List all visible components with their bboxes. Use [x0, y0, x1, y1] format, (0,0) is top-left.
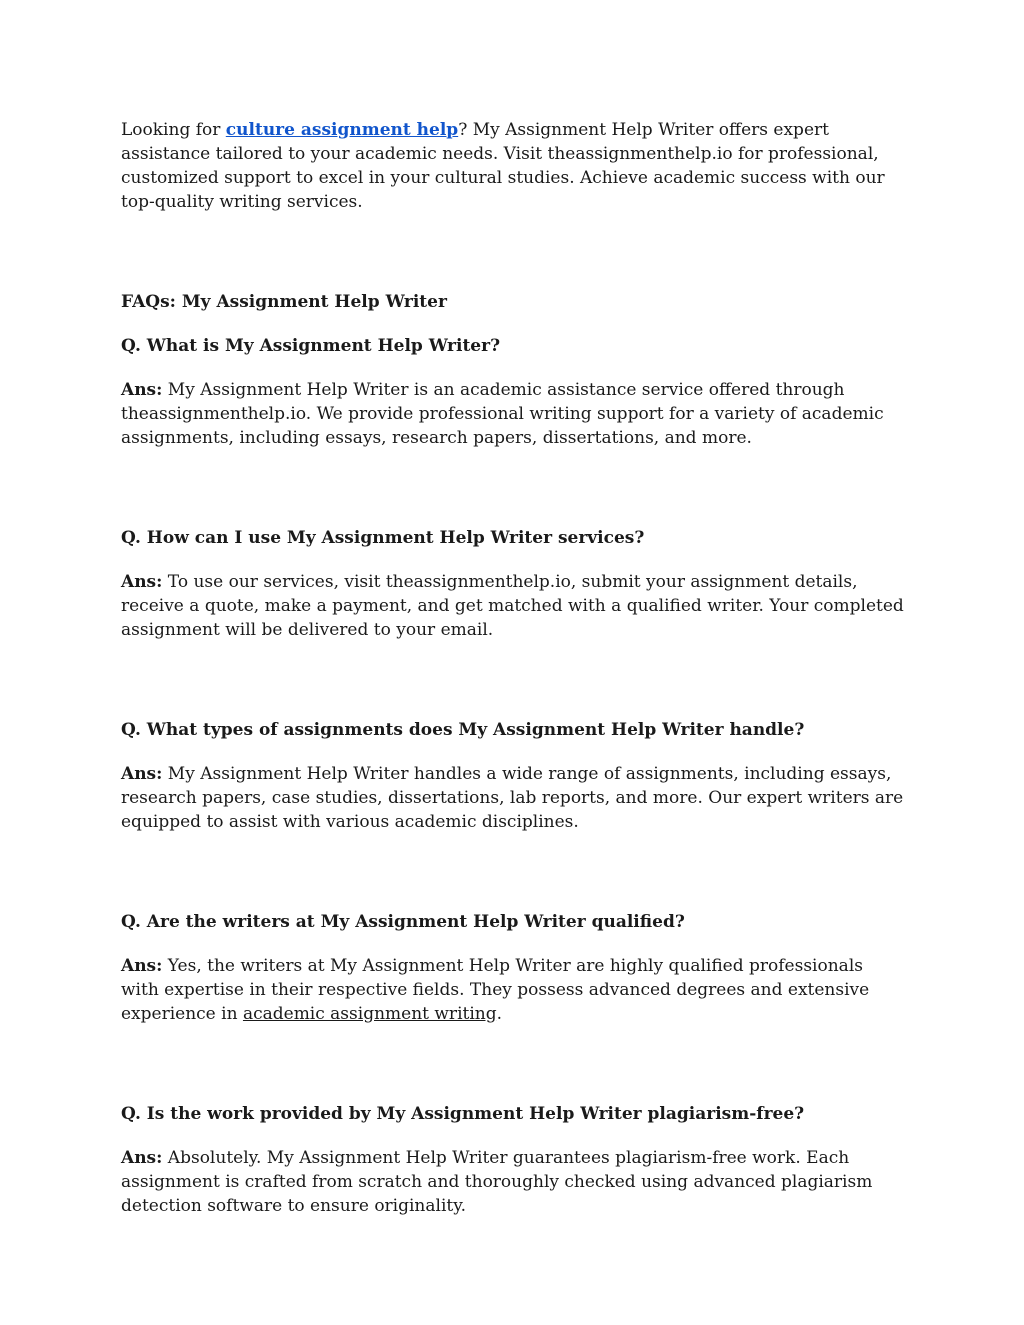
- ans-label: Ans:: [121, 956, 163, 976]
- ans-label: Ans:: [121, 572, 163, 592]
- intro-suffix: ? My Assignment Help Writer offers expert assistance tailored to your academic needs. Visit theassignmenthelp.io for professional, customized support to excel in your cultural studies. Achieve academic success with our top-quality writing services.: [121, 120, 885, 212]
- faq-item: [121, 526, 905, 642]
- faq-question: Q. Are the writers at My Assignment Help Writer qualified?: [121, 912, 685, 932]
- ans-label: Ans:: [121, 764, 163, 784]
- academic-assignment-writing-link[interactable]: academic assignment writing: [242, 1004, 497, 1024]
- faq-item: [121, 718, 905, 834]
- faq-answer-text: Absolutely. My Assignment Help Writer guarantees plagiarism-free work. Each assignment is crafted from scratch and thoroughly checked using advanced plagiarism detection software to ensure originality.: [121, 1148, 873, 1216]
- faq-answer-text: My Assignment Help Writer handles a wide range of assignments, including essays, research papers, case studies, dissertations, lab reports, and more. Our expert writers are equipped to assist with various academic disciplines.: [121, 764, 904, 832]
- faq-question: Q. What is My Assignment Help Writer?: [121, 336, 501, 356]
- intro-paragraph: [121, 118, 905, 214]
- faq-answer: [121, 570, 905, 642]
- faq-item: [121, 1102, 905, 1218]
- faq-answer-suffix: .: [496, 1004, 503, 1024]
- faq-answer: [121, 954, 905, 1026]
- faq-answer-text: My Assignment Help Writer is an academic assistance service offered through theassignmenthelp.io. We provide professional writing support for a variety of academic assignments, including essays, research papers, dissertations, and more.: [121, 380, 884, 448]
- faq-question: Q. How can I use My Assignment Help Writer services?: [121, 528, 645, 548]
- intro-prefix: Looking for: [121, 120, 226, 140]
- faq-answer: [121, 378, 905, 450]
- faq-question: Q. What types of assignments does My Assignment Help Writer handle?: [121, 720, 805, 740]
- faq-item: [121, 910, 905, 1026]
- ans-label: Ans:: [121, 1148, 163, 1168]
- faq-answer: [121, 1146, 905, 1218]
- faq-answer: [121, 762, 905, 834]
- faq-item: [121, 334, 905, 450]
- faq-answer-text: Yes, the writers at My Assignment Help Writer are highly qualified professionals with expertise in their respective fields. They possess advanced degrees and extensive experience in: [121, 956, 870, 1024]
- faq-question: Q. Is the work provided by My Assignment Help Writer plagiarism-free?: [121, 1104, 805, 1124]
- document-page: [121, 118, 905, 1218]
- ans-label: Ans:: [121, 380, 163, 400]
- faq-heading: FAQs: My Assignment Help Writer: [121, 292, 447, 312]
- culture-assignment-help-link[interactable]: culture assignment help: [225, 120, 459, 140]
- faq-answer-text: To use our services, visit theassignmenthelp.io, submit your assignment details, receive a quote, make a payment, and get matched with a qualified writer. Your completed assignment will be delivered to your email.: [121, 572, 904, 640]
